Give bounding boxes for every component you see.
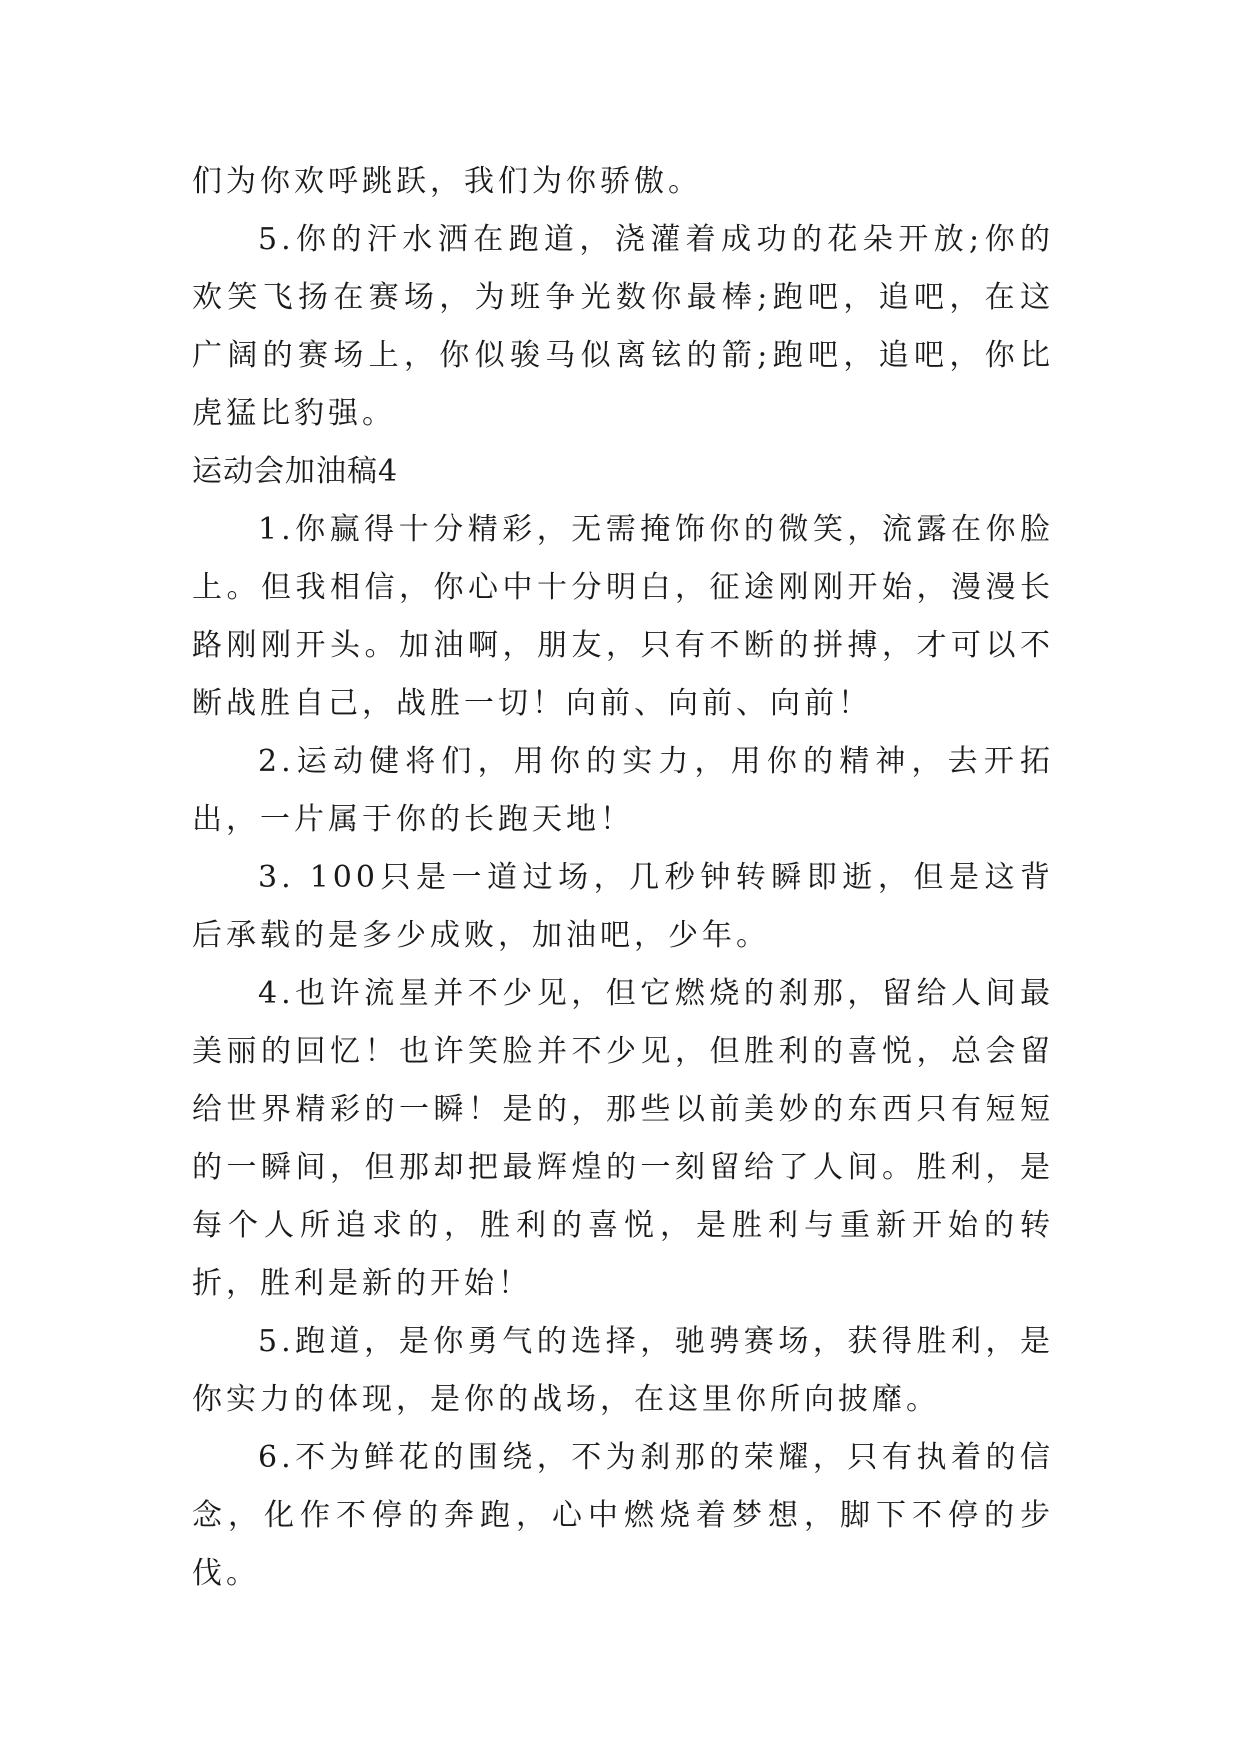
section-heading: 运动会加油稿4 <box>192 454 399 489</box>
paragraph-item-4: 4.也许流星并不少见，但它燃烧的刹那，留给人间最美丽的回忆！也许笑脸并不少见，但胜利的喜悦，总会留给世界精彩的一瞬！是的，那些以前美妙的东西只有短短的一瞬间，但那却把最辉煌的一刻留给了人间。胜利，是每个人所追求的，胜利的喜悦，是胜利与重新开始的转折，胜利是新的开始！ <box>192 976 1054 1301</box>
paragraph-item-5b: 5.跑道，是你勇气的选择，驰骋赛场，获得胜利，是你实力的体现，是你的战场，在这里你所向披靡。 <box>192 1324 1054 1417</box>
document-body <box>192 153 1054 1603</box>
paragraph-item-5: 5.你的汗水洒在跑道，浇灌着成功的花朵开放;你的欢笑飞扬在赛场，为班争光数你最棒;跑吧，追吧，在这广阔的赛场上，你似骏马似离铉的箭;跑吧，追吧，你比虎猛比豹强。 <box>192 222 1054 431</box>
paragraph-item-3: 3. 100只是一道过场，几秒钟转瞬即逝，但是这背后承载的是多少成败，加油吧，少年。 <box>192 860 1054 953</box>
paragraph-item-1: 1.你赢得十分精彩，无需掩饰你的微笑，流露在你脸上。但我相信，你心中十分明白，征途刚刚开始，漫漫长路刚刚开头。加油啊，朋友，只有不断的拼搏，才可以不断战胜自己，战胜一切！向前、向前、向前！ <box>192 512 1054 721</box>
paragraph-item-6: 6.不为鲜花的围绕，不为刹那的荣耀，只有执着的信念，化作不停的奔跑，心中燃烧着梦想，脚下不停的步伐。 <box>192 1440 1054 1591</box>
paragraph-continuation: 们为你欢呼跳跃，我们为你骄傲。 <box>192 164 702 199</box>
paragraph-item-2: 2.运动健将们，用你的实力，用你的精神，去开拓出，一片属于你的长跑天地！ <box>192 744 1054 837</box>
